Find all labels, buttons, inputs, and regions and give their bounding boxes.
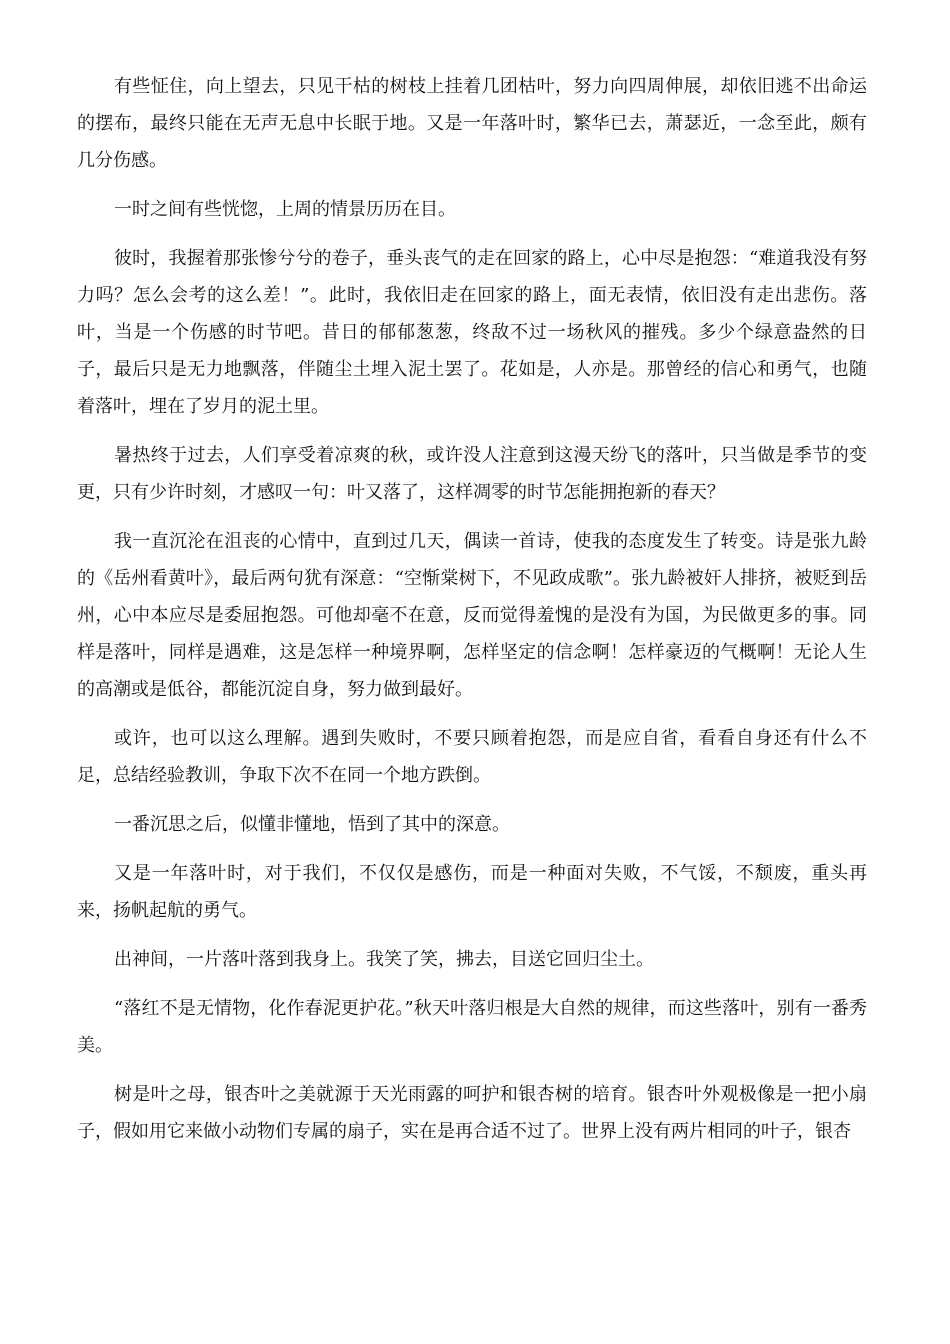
paragraph: 彼时，我握着那张惨兮兮的卷子，垂头丧气的走在回家的路上，心中尽是抱怨：“难道我没有努力吗？怎么会考的这么差！”。此时，我依旧走在回家的路上，面无表情，依旧没有走出悲伤。落叶，当是一个伤感的时节吧。昔日的郁郁葱葱，终敌不过一场秋风的摧残。多少个绿意盎然的日子，最后只是无力地飘落，伴随尘土埋入泥土罢了。花如是，人亦是。那曾经的信心和勇气，也随着落叶，埋在了岁月的泥土里。: [77, 248, 867, 417]
paragraph: 一时之间有些恍惚，上周的情景历历在目。: [114, 199, 456, 220]
paragraph: 出神间，一片落叶落到我身上。我笑了笑，拂去，目送它回归尘土。: [114, 949, 654, 970]
essay-body: [77, 68, 867, 1162]
paragraph: 暑热终于过去，人们享受着凉爽的秋，或许没人注意到这漫天纷飞的落叶，只当做是季节的变更，只有少许时刻，才感叹一句：叶又落了，这样凋零的时节怎能拥抱新的春天？: [77, 445, 867, 503]
paragraph: 我一直沉沦在沮丧的心情中，直到过几天，偶读一首诗，使我的态度发生了转变。诗是张九龄的《岳州看黄叶》，最后两句犹有深意：“空惭棠树下，不见政成歌”。张九龄被奸人排挤，被贬到岳州，心中本应尽是委屈抱怨。可他却毫不在意，反而觉得羞愧的是没有为国，为民做更多的事。同样是落叶，同样是遇难，这是怎样一种境界啊，怎样坚定的信念啊！怎样豪迈的气概啊！无论人生的高潮或是低谷，都能沉淀自身，努力做到最好。: [77, 531, 867, 700]
paragraph: 或许，也可以这么理解。遇到失败时，不要只顾着抱怨，而是应自省，看看自身还有什么不足，总结经验教训，争取下次不在同一个地方跌倒。: [77, 728, 867, 786]
paragraph: 一番沉思之后，似懂非懂地，悟到了其中的深意。: [114, 814, 510, 835]
paragraph: 树是叶之母，银杏叶之美就源于天光雨露的呵护和银杏树的培育。银杏叶外观极像是一把小扇子，假如用它来做小动物们专属的扇子，实在是再合适不过了。世界上没有两片相同的叶子，银杏: [77, 1084, 867, 1142]
paragraph: 又是一年落叶时，对于我们，不仅仅是感伤，而是一种面对失败，不气馁，不颓废，重头再来，扬帆起航的勇气。: [77, 863, 867, 921]
paragraph: “落红不是无情物，化作春泥更护花。”秋天叶落归根是大自然的规律，而这些落叶，别有一番秀美。: [77, 998, 867, 1056]
paragraph: 有些怔住，向上望去，只见干枯的树枝上挂着几团枯叶，努力向四周伸展，却依旧逃不出命运的摆布，最终只能在无声无息中长眠于地。又是一年落叶时，繁华已去，萧瑟近，一念至此，颇有几分伤感。: [77, 76, 867, 171]
